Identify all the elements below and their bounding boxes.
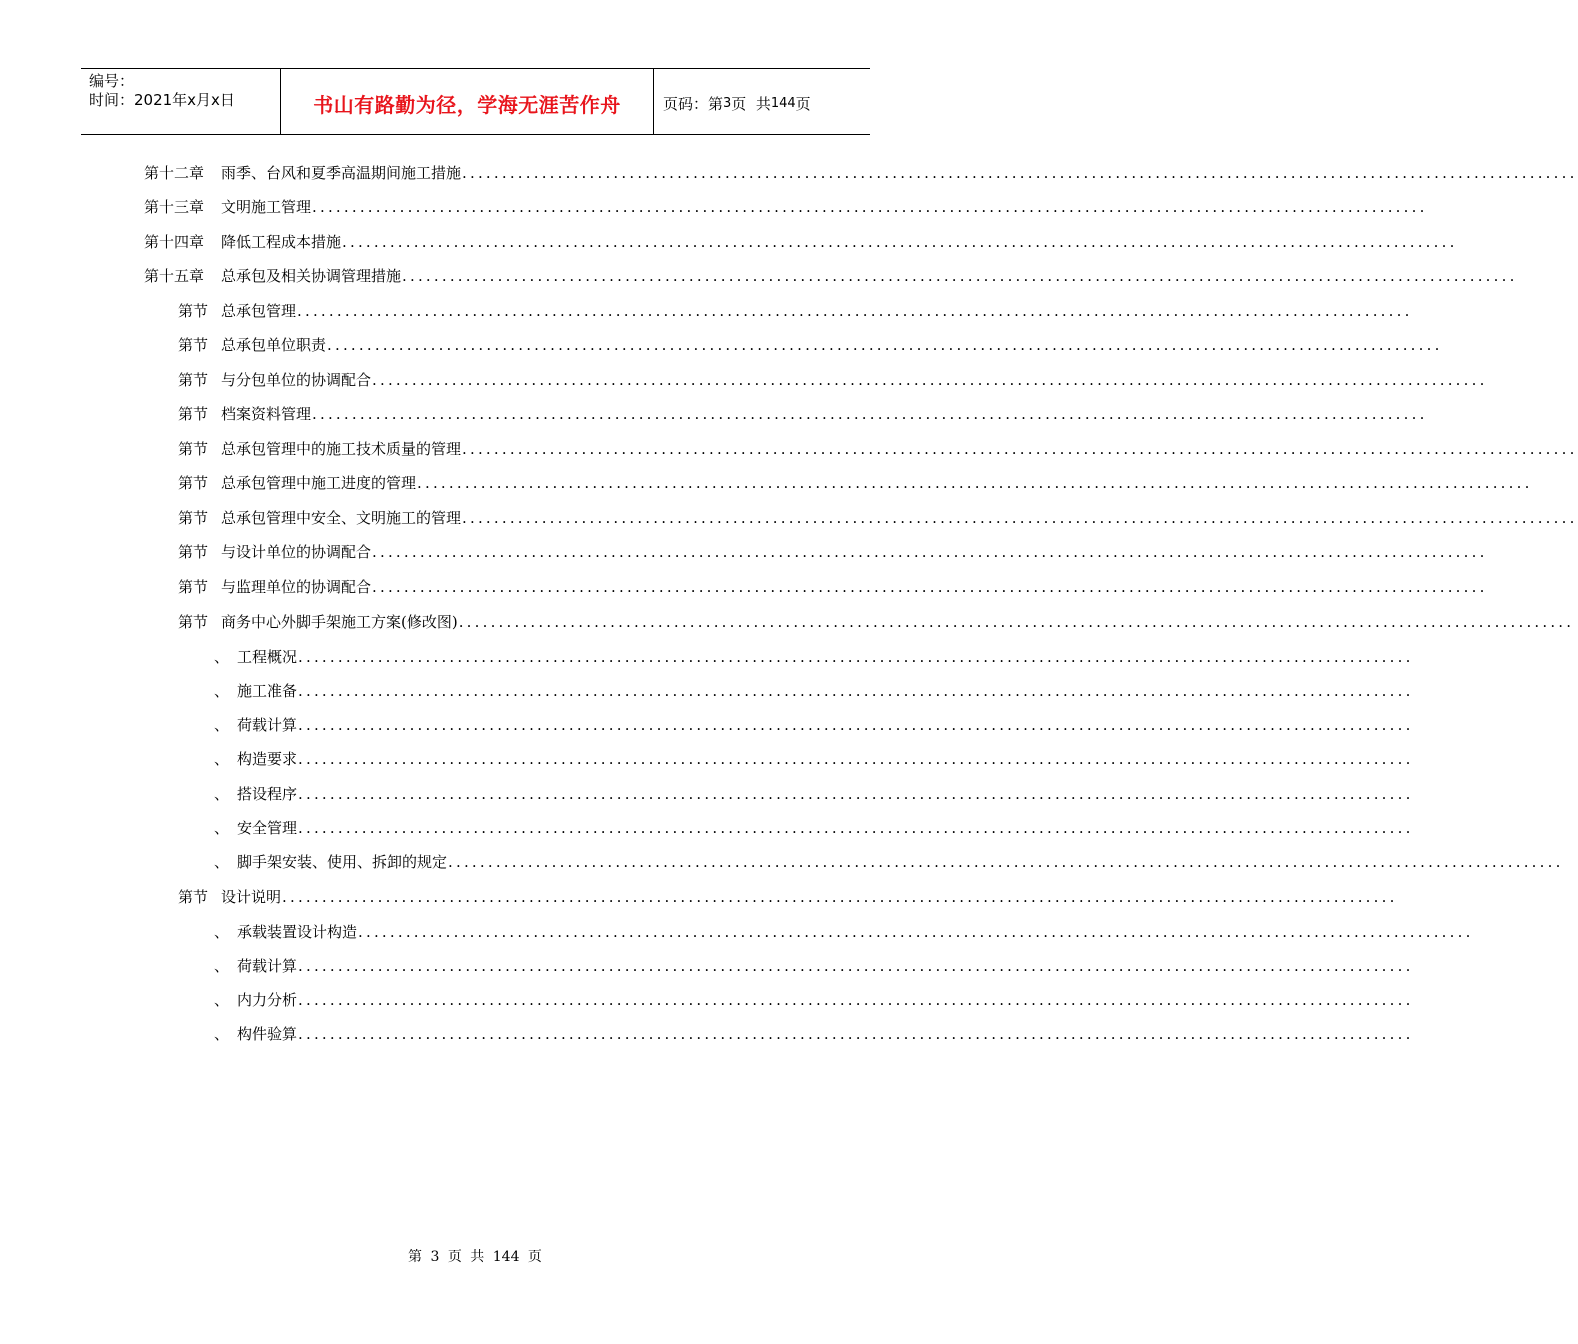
toc-entry-title: 施工准备	[237, 682, 298, 700]
toc-entry-title: 总承包管理	[221, 302, 297, 320]
toc-entry-number: 第节	[178, 543, 209, 561]
toc-entry-title: 总承包及相关协调管理措施	[221, 267, 402, 285]
toc-entry-number: 第节	[178, 474, 209, 492]
toc-dot-leader: ............................................................................................................................................	[458, 613, 1575, 631]
toc-dot-leader: ............................................................................................................................................	[417, 474, 1533, 492]
toc-entry[interactable]	[178, 540, 1488, 562]
toc-dot-leader: ............................................................................................................................................	[402, 267, 1518, 285]
toc-dot-leader: ............................................................................................................................................	[372, 543, 1488, 561]
toc-entry[interactable]	[178, 368, 1488, 390]
toc-dot-leader: ............................................................................................................................................	[327, 336, 1443, 354]
toc-dot-leader: ............................................................................................................................................	[372, 371, 1488, 389]
toc-entry-number: 、	[214, 923, 230, 941]
toc-entry[interactable]	[178, 506, 1578, 528]
toc-entry-title: 与监理单位的协调配合	[221, 578, 372, 596]
toc-entry-number: 、	[214, 991, 230, 1009]
toc-dot-leader: ............................................................................................................................................	[282, 888, 1398, 906]
toc-entry-number: 第节	[178, 578, 209, 596]
toc-entry[interactable]	[178, 471, 1533, 493]
header-page-indicator	[654, 69, 870, 134]
toc-dot-leader: ............................................................................................................................................	[298, 750, 1414, 768]
toc-entry-title: 文明施工管理	[221, 198, 312, 216]
toc-dot-leader: ............................................................................................................................................	[297, 302, 1413, 320]
toc-entry[interactable]	[178, 610, 1575, 632]
toc-entry[interactable]	[214, 713, 1414, 735]
page-suffix: 页	[795, 94, 811, 113]
toc-entry-number: 第节	[178, 613, 209, 631]
toc-entry-number: 第节	[178, 336, 209, 354]
toc-entry-number: 第十三章	[144, 198, 205, 216]
toc-dot-leader: ............................................................................................................................................	[312, 405, 1428, 423]
toc-entry-number: 、	[214, 819, 230, 837]
toc-entry-title: 与设计单位的协调配合	[221, 543, 372, 561]
toc-entry-title: 总承包管理中的施工技术质量的管理	[221, 440, 462, 458]
toc-entry[interactable]	[144, 264, 1518, 286]
toc-entry-title: 总承包单位职责	[221, 336, 327, 354]
page-mid: 页 共	[731, 94, 771, 113]
toc-entry-number: 、	[214, 957, 230, 975]
header-motto: 书山有路勤为径，学海无涯苦作舟	[281, 69, 654, 134]
toc-dot-leader: ............................................................................................................................................	[372, 578, 1488, 596]
toc-entry[interactable]	[178, 575, 1488, 597]
toc-entry-number: 第节	[178, 371, 209, 389]
toc-entry[interactable]	[214, 816, 1414, 838]
toc-dot-leader: ............................................................................................................................................	[298, 957, 1414, 975]
toc-entry-title: 构件验算	[237, 1025, 298, 1043]
toc-entry-number: 、	[214, 785, 230, 803]
toc-entry-title: 工程概况	[237, 648, 298, 666]
toc-dot-leader: ............................................................................................................................................	[298, 991, 1414, 1009]
toc-entry[interactable]	[144, 230, 1458, 252]
toc-entry-number: 、	[214, 750, 230, 768]
toc-entry-number: 、	[214, 1025, 230, 1043]
toc-entry-title: 设计说明	[221, 888, 282, 906]
toc-dot-leader: ............................................................................................................................................	[298, 819, 1414, 837]
toc-dot-leader: ............................................................................................................................................	[462, 509, 1578, 527]
toc-entry-title: 荷载计算	[237, 957, 298, 975]
header-info-cell	[81, 69, 281, 134]
toc-dot-leader: ............................................................................................................................................	[298, 716, 1414, 734]
toc-dot-leader: ............................................................................................................................................	[342, 233, 1458, 251]
toc-entry[interactable]	[144, 161, 1578, 183]
toc-entry-title: 脚手架安装、使用、拆卸的规定	[237, 853, 448, 871]
toc-dot-leader: ............................................................................................................................................	[298, 648, 1414, 666]
toc-entry-number: 、	[214, 853, 230, 871]
toc-entry[interactable]	[214, 920, 1474, 942]
toc-entry-title: 与分包单位的协调配合	[221, 371, 372, 389]
toc-entry-number: 、	[214, 682, 230, 700]
toc-entry-title: 安全管理	[237, 819, 298, 837]
toc-entry-number: 第十五章	[144, 267, 205, 285]
toc-entry-title: 荷载计算	[237, 716, 298, 734]
toc-entry[interactable]	[178, 437, 1578, 459]
toc-entry-number: 第节	[178, 440, 209, 458]
page-current: 3	[723, 95, 732, 111]
toc-entry[interactable]	[178, 299, 1413, 321]
toc-entry[interactable]	[144, 195, 1428, 217]
page-total: 144	[770, 95, 796, 111]
toc-entry-title: 商务中心外脚手架施工方案(修改图)	[221, 613, 458, 631]
toc-entry-number: 、	[214, 716, 230, 734]
toc-entry-number: 第节	[178, 302, 209, 320]
toc-dot-leader: ............................................................................................................................................	[312, 198, 1428, 216]
toc-entry-title: 承载装置设计构造	[237, 923, 358, 941]
toc-entry-number: 第节	[178, 405, 209, 423]
page-prefix: 页码：第	[663, 94, 724, 113]
page-header	[81, 68, 870, 135]
toc-entry-title: 搭设程序	[237, 785, 298, 803]
toc-entry-title: 内力分析	[237, 991, 298, 1009]
toc-entry[interactable]	[214, 954, 1414, 976]
toc-entry[interactable]	[214, 988, 1414, 1010]
toc-entry[interactable]	[178, 885, 1398, 907]
toc-entry-number: 、	[214, 648, 230, 666]
toc-entry-title: 总承包管理中施工进度的管理	[221, 474, 417, 492]
toc-entry[interactable]	[214, 1022, 1414, 1044]
toc-entry-title: 构造要求	[237, 750, 298, 768]
toc-entry-title: 降低工程成本措施	[221, 233, 342, 251]
toc-entry[interactable]	[214, 747, 1414, 769]
toc-entry[interactable]	[214, 850, 1564, 872]
document-time-label: 时间：2021年x月x日	[89, 91, 235, 109]
toc-dot-leader: ............................................................................................................................................	[298, 682, 1414, 700]
toc-entry[interactable]	[178, 402, 1428, 424]
toc-dot-leader: ............................................................................................................................................	[448, 853, 1564, 871]
toc-entry[interactable]	[214, 645, 1414, 667]
toc-entry[interactable]	[214, 679, 1414, 701]
toc-entry-number: 第十二章	[144, 164, 205, 182]
toc-dot-leader: ............................................................................................................................................	[462, 164, 1578, 182]
toc-entry-title: 雨季、台风和夏季高温期间施工措施	[221, 164, 462, 182]
toc-entry-number: 第节	[178, 888, 209, 906]
toc-entry-title: 档案资料管理	[221, 405, 312, 423]
toc-dot-leader: ............................................................................................................................................	[298, 785, 1414, 803]
toc-dot-leader: ............................................................................................................................................	[462, 440, 1578, 458]
toc-entry-number: 第十四章	[144, 233, 205, 251]
toc-entry-number: 第节	[178, 509, 209, 527]
toc-entry-title: 总承包管理中安全、文明施工的管理	[221, 509, 462, 527]
page-footer: 第 3 页 共 144 页	[408, 1249, 542, 1265]
toc-entry[interactable]	[178, 333, 1443, 355]
toc-dot-leader: ............................................................................................................................................	[358, 923, 1474, 941]
document-number-label: 编号：	[89, 72, 135, 90]
toc-dot-leader: ............................................................................................................................................	[298, 1025, 1414, 1043]
toc-entry[interactable]	[214, 782, 1414, 804]
